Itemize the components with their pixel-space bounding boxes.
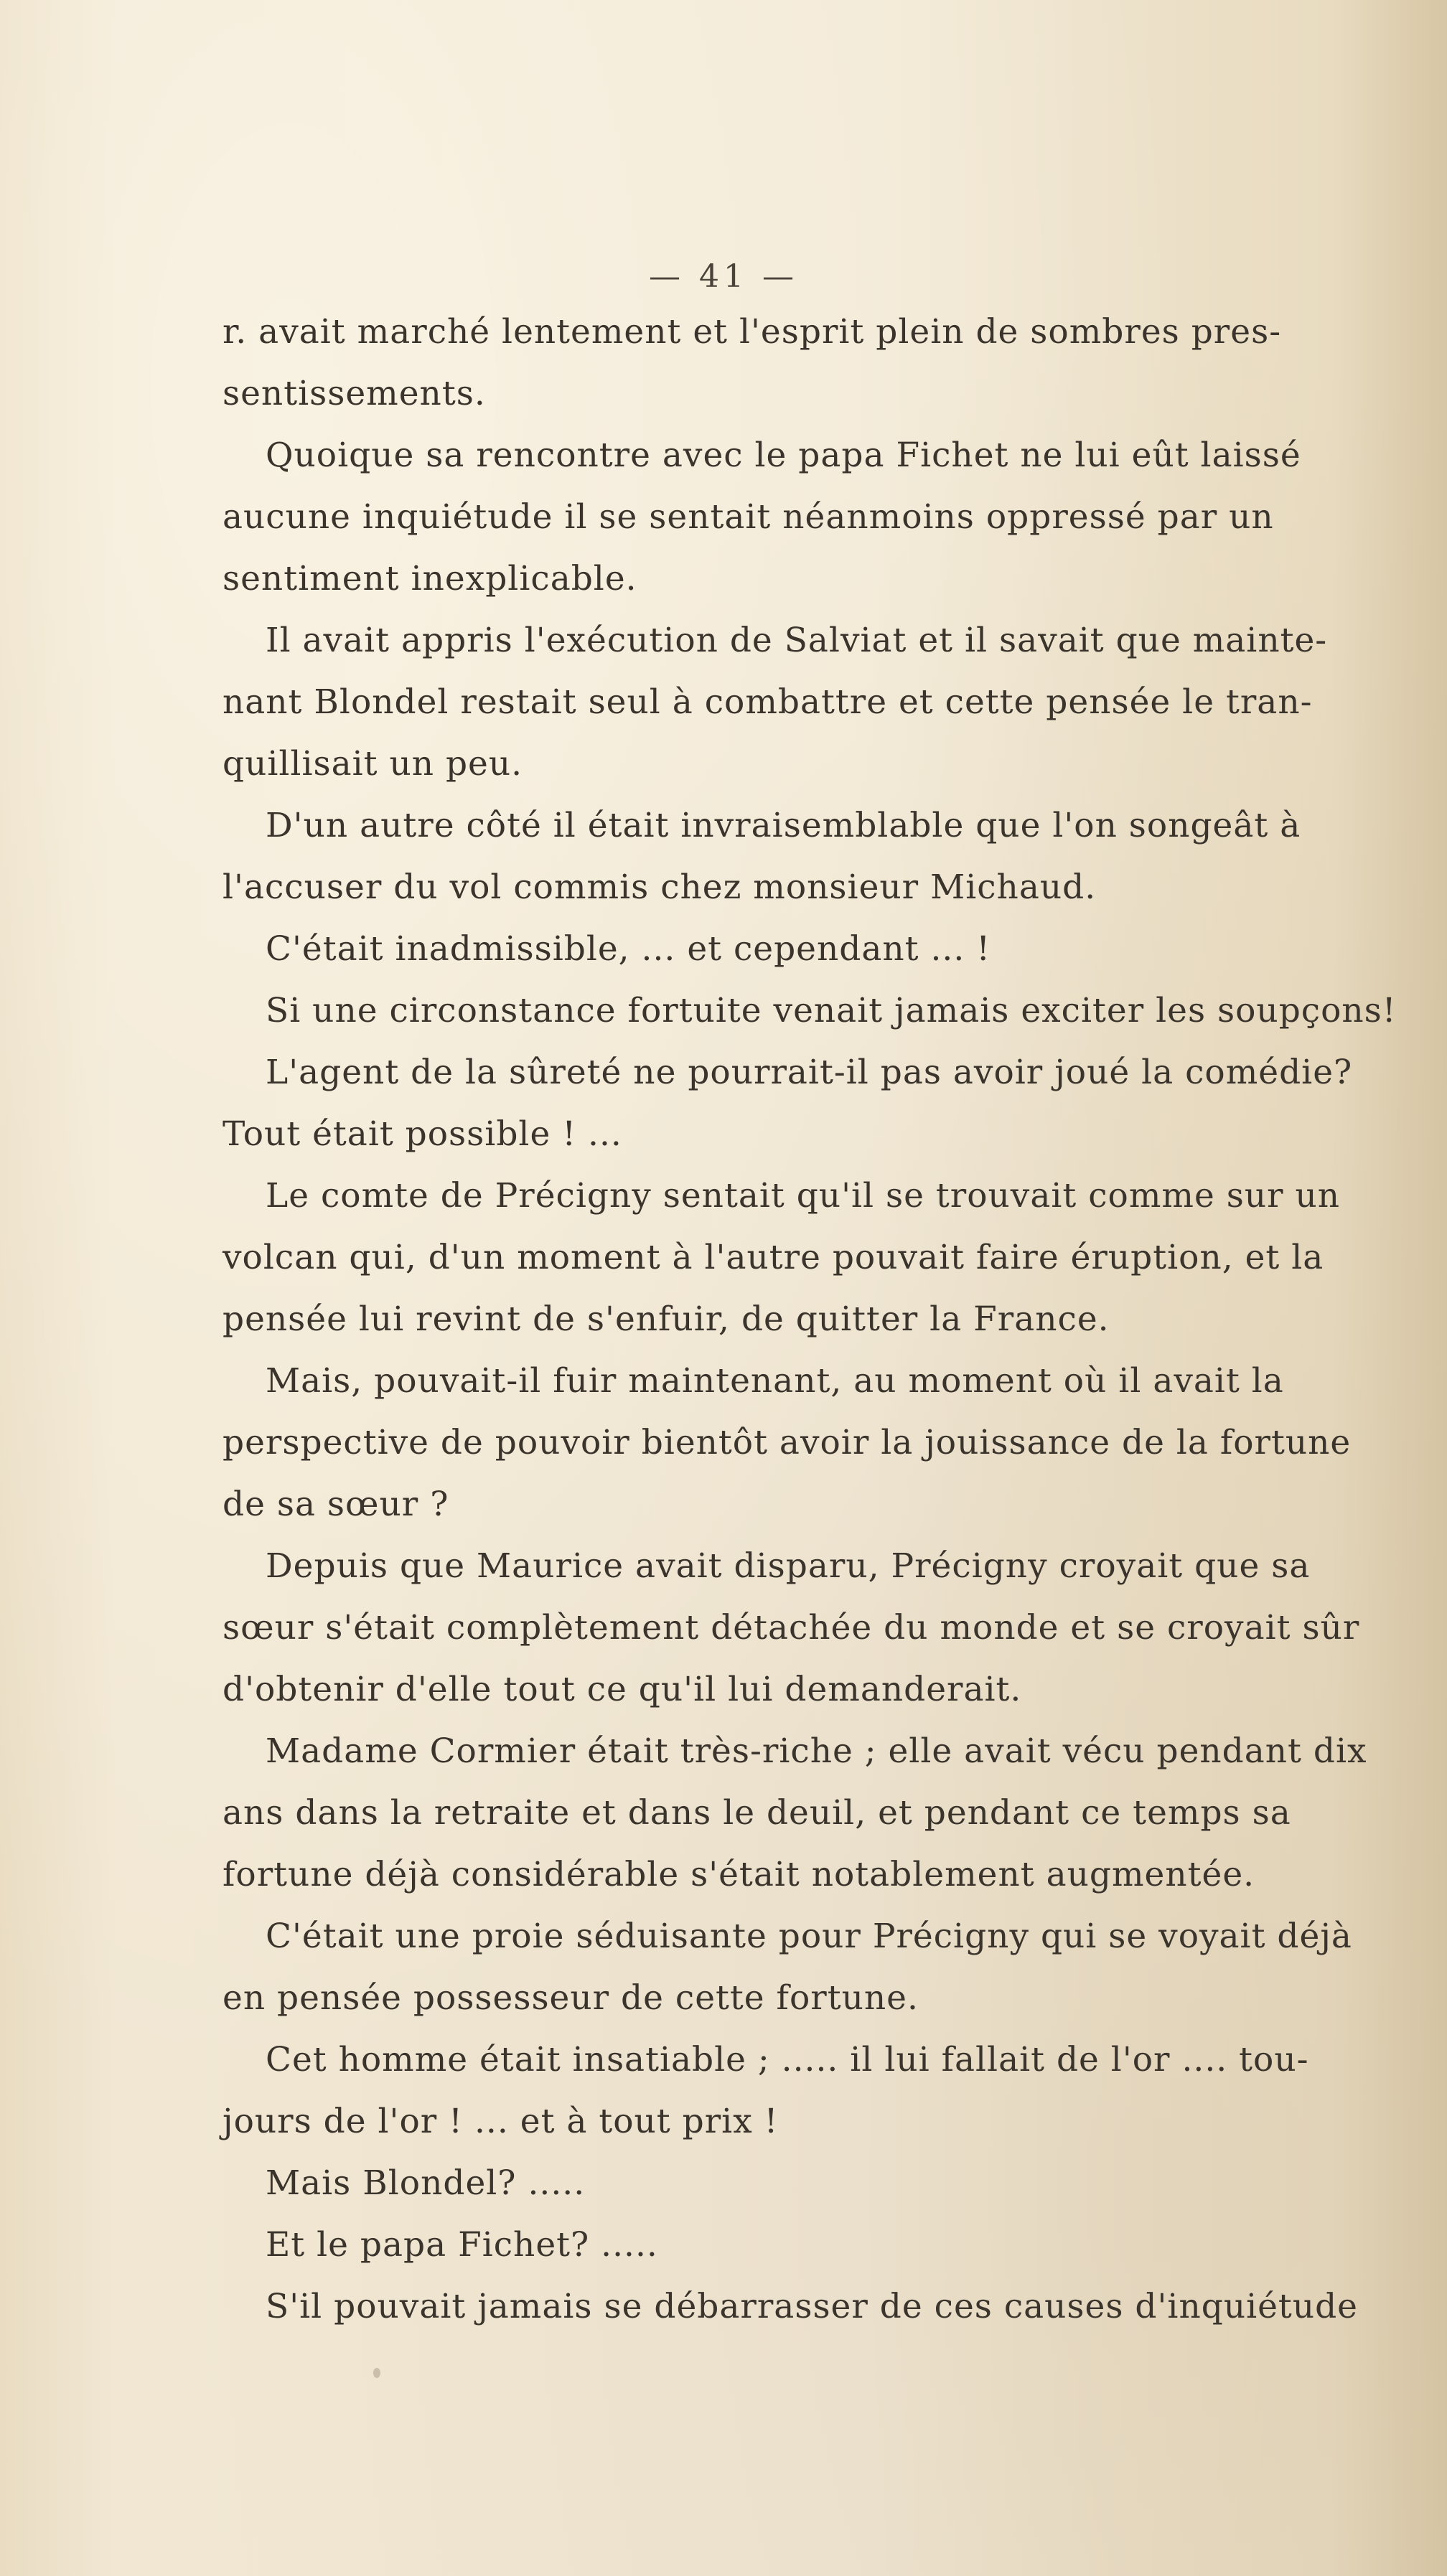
text-line: Quoique sa rencontre avec le papa Fichet ne lui eût laissé — [266, 436, 1301, 475]
text-line: Si une circonstance fortuite venait jamais exciter les soupçons! — [266, 991, 1397, 1030]
text-line: sœur s'était complètement détachée du monde et se croyait sûr — [223, 1608, 1360, 1647]
text-line: d'obtenir d'elle tout ce qu'il lui demanderait. — [223, 1670, 1022, 1709]
page-number: — 41 — — [649, 258, 798, 295]
text-line: aucune inquiétude il se sentait néanmoins oppressé par un — [223, 497, 1274, 537]
text-line: l'accuser du vol commis chez monsieur Michaud. — [223, 868, 1097, 907]
text-line: jours de l'or ! ... et à tout prix ! — [223, 2102, 779, 2141]
text-line: nant Blondel restait seul à combattre et cette pensée le tran- — [223, 682, 1313, 722]
text-line: ans dans la retraite et dans le deuil, et pendant ce temps sa — [223, 1793, 1291, 1833]
text-line: sentiment inexplicable. — [223, 559, 637, 598]
text-line: de sa sœur ? — [223, 1485, 449, 1524]
text-line: Cet homme était insatiable ; ..... il lui fallait de l'or .... tou- — [266, 2040, 1309, 2079]
text-line: pensée lui revint de s'enfuir, de quitter la France. — [223, 1299, 1110, 1339]
text-line: fortune déjà considérable s'était notablement augmentée. — [223, 1855, 1255, 1894]
text-line: C'était une proie séduisante pour Précigny qui se voyait déjà — [266, 1917, 1352, 1956]
text-line: quillisait un peu. — [223, 744, 523, 784]
text-line: sentissements. — [223, 374, 486, 413]
text-line: S'il pouvait jamais se débarrasser de ces causes d'inquiétude — [266, 2287, 1358, 2326]
text-line: Et le papa Fichet? ..... — [266, 2225, 658, 2265]
text-line: Mais Blondel? ..... — [266, 2163, 586, 2203]
text-line: D'un autre côté il était invraisemblable que l'on songeât à — [266, 806, 1301, 845]
ink-smudge — [373, 2368, 380, 2378]
text-line: Tout était possible ! ... — [223, 1114, 622, 1154]
body-text — [223, 301, 1443, 2338]
text-line: en pensée possesseur de cette fortune. — [223, 1978, 919, 2018]
text-line: C'était inadmissible, ... et cependant ... ! — [266, 929, 991, 969]
text-line: Madame Cormier était très-riche ; elle avait vécu pendant dix — [266, 1731, 1367, 1771]
text-line: volcan qui, d'un moment à l'autre pouvait faire éruption, et la — [223, 1238, 1324, 1277]
text-line: Il avait appris l'exécution de Salviat et il savait que mainte- — [266, 621, 1328, 660]
text-line: Mais, pouvait-il fuir maintenant, au moment où il avait la — [266, 1361, 1284, 1401]
text-line: perspective de pouvoir bientôt avoir la jouissance de la fortune — [223, 1423, 1352, 1462]
text-line: Depuis que Maurice avait disparu, Précigny croyait que sa — [266, 1546, 1311, 1586]
text-line: L'agent de la sûreté ne pourrait-il pas avoir joué la comédie? — [266, 1053, 1353, 1092]
text-line: r. avait marché lentement et l'esprit plein de sombres pres- — [223, 312, 1282, 352]
text-line: Le comte de Précigny sentait qu'il se trouvait comme sur un — [266, 1176, 1341, 1216]
